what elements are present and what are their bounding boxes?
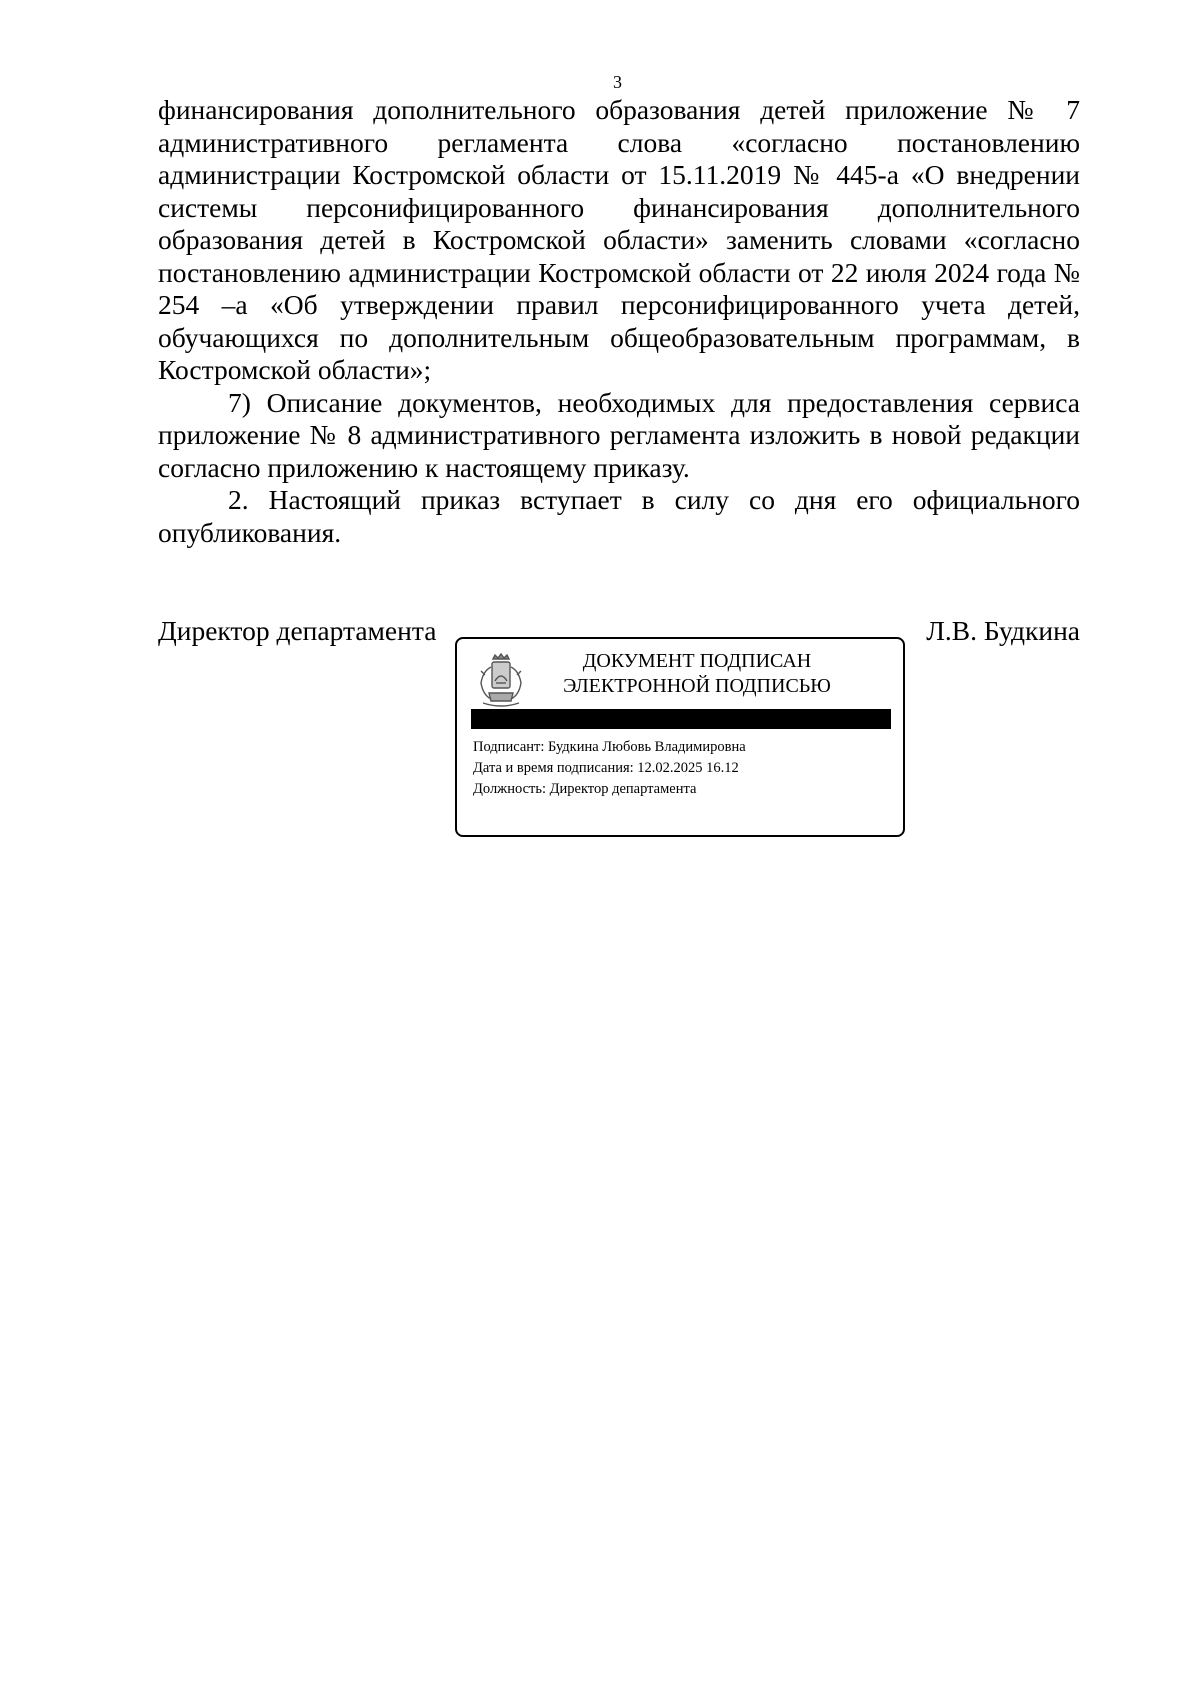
stamp-title-line1: ДОКУМЕНТ ПОДПИСАН: [582, 650, 812, 672]
document-body: [158, 94, 1080, 549]
signatory-name: Л.В. Будкина: [926, 615, 1080, 646]
paragraph-item-7: 7) Описание документов, необходимых для предоставления сервиса приложение № 8 административного регламента изложить в новой редакции согласно приложению к настоящему приказу.: [158, 386, 1080, 483]
stamp-title: [547, 649, 847, 699]
stamp-role: Должность: Директор департамента: [473, 781, 697, 797]
electronic-signature-stamp: [455, 637, 905, 837]
stamp-title-line2: ЭЛЕКТРОННОЙ ПОДПИСЬЮ: [563, 675, 831, 697]
page-number: 3: [613, 72, 622, 92]
stamp-signer: Подписант: Будкина Любовь Владимировна: [473, 739, 746, 755]
signatory-position: Директор департамента: [158, 615, 437, 646]
paragraph-continuation: финансирования дополнительного образования детей приложение № 7 административного регламента слова «согласно постановлению администрации Костромской области от 15.11.2019 № 445-а «О внедрении системы персонифицированного финансирования дополнительного образования детей в Костромской области» заменить словами «согласно постановлению администрации Костромской области от 22 июля 2024 года № 254 –а «Об утверждении правил персонифицированного учета детей, обучающихся по дополнительным общеобразовательным программам, в Костромской области»;: [158, 94, 1080, 385]
stamp-details: [473, 737, 746, 800]
stamp-certificate-bar: [471, 709, 891, 729]
stamp-datetime: Дата и время подписания: 12.02.2025 16.12: [473, 760, 739, 776]
coat-of-arms-icon: [473, 653, 529, 709]
paragraph-item-2: 2. Настоящий приказ вступает в силу со дня его официального опубликования.: [158, 484, 1080, 548]
